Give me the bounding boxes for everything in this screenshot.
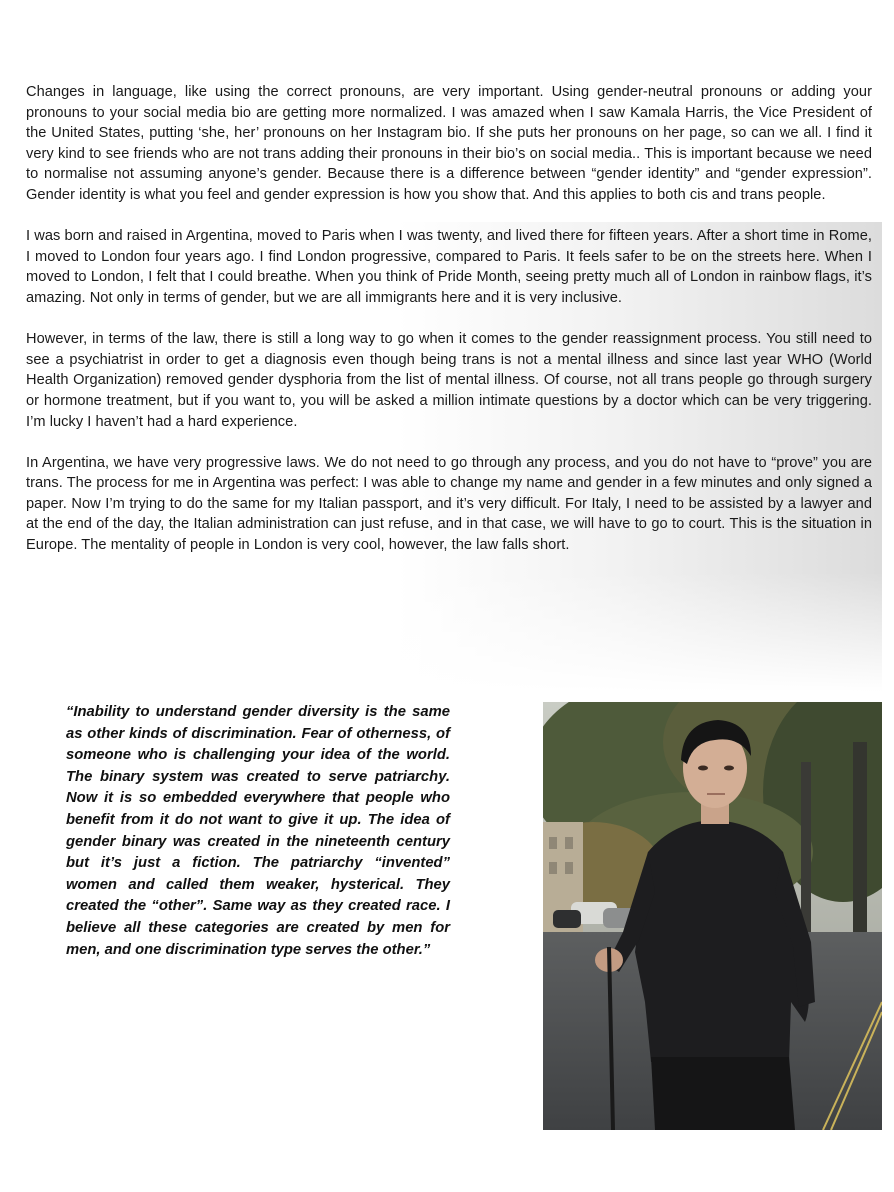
article-paragraph: Changes in language, like using the correct pronouns, are very important. Using gender-neutral pronouns or adding your pronouns to your social media bio are getting more normalized. I was amazed when I saw Kamala Harris, the Vice President of the United States, putting ‘she, her’ pronouns on her Instagram bio. If she puts her pronouns on her page, so can we all. I find it very kind to see friends who are not trans adding their pronouns in their bio’s on social media.. This is important because we need to normalise not assuming anyone’s gender. Because there is a difference between “gender identity” and “gender expression”. Gender identity is what you feel and gender expression is how you show that. And this applies to both cis and trans people.: [26, 84, 872, 203]
article-paragraph: However, in terms of the law, there is still a long way to go when it comes to the gender reassignment process. You still need to see a psychiatrist in order to get a diagnosis even though being trans is not a mental illness and since last year WHO (World Health Organization) removed gender dysphoria from the list of mental illness. Of course, not all trans people go through surgery or hormone treatment, but if you want to, you will be asked a million intimate questions by a doctor which can be very triggering. I’m lucky I haven’t had a hard experience.: [26, 331, 872, 430]
article-paragraph: I was born and raised in Argentina, moved to Paris when I was twenty, and lived there for fifteen years. After a short time in Rome, I moved to London four years ago. I find London progressive, compared to Paris. It feels safer to be on the streets here. When I moved to London, I felt that I could breathe. When you think of Pride Month, seeing pretty much all of London in rainbow flags, it’s amazing. Not only in terms of gender, but we are all immigrants here and it is very inclusive.: [26, 228, 872, 306]
article-body: [26, 82, 872, 576]
portrait-photo: [543, 702, 882, 1130]
article-paragraph: In Argentina, we have very progressive laws. We do not need to go through any process, and you do not have to “prove” you are trans. The process for me in Argentina was perfect: I was able to change my name and gender in a few minutes and only signed a paper. Now I’m trying to do the same for my Italian passport, and it’s very difficult. For Italy, I need to be assisted by a lawyer and at the end of the day, the Italian administration can just refuse, and in that case, we will have to go to court. This is the situation in Europe. The mentality of people in London is very cool, however, the law falls short.: [26, 454, 872, 554]
pull-quote: “Inability to understand gender diversity is the same as other kinds of discrimination. Fear of otherness, of someone who is challenging your idea of the world. The binary system was created to serve patriarchy. Now it is so embedded everywhere that people who benefit from it do not want to give it up. The idea of gender binary was created in the nineteenth century but it’s just a fiction. The patriarchy “invented” women and called them weaker, hysterical. They created the “other”. Same way as they created race. I believe all these categories are created by men for men, and one discrimination type serves the other.”: [66, 704, 450, 958]
